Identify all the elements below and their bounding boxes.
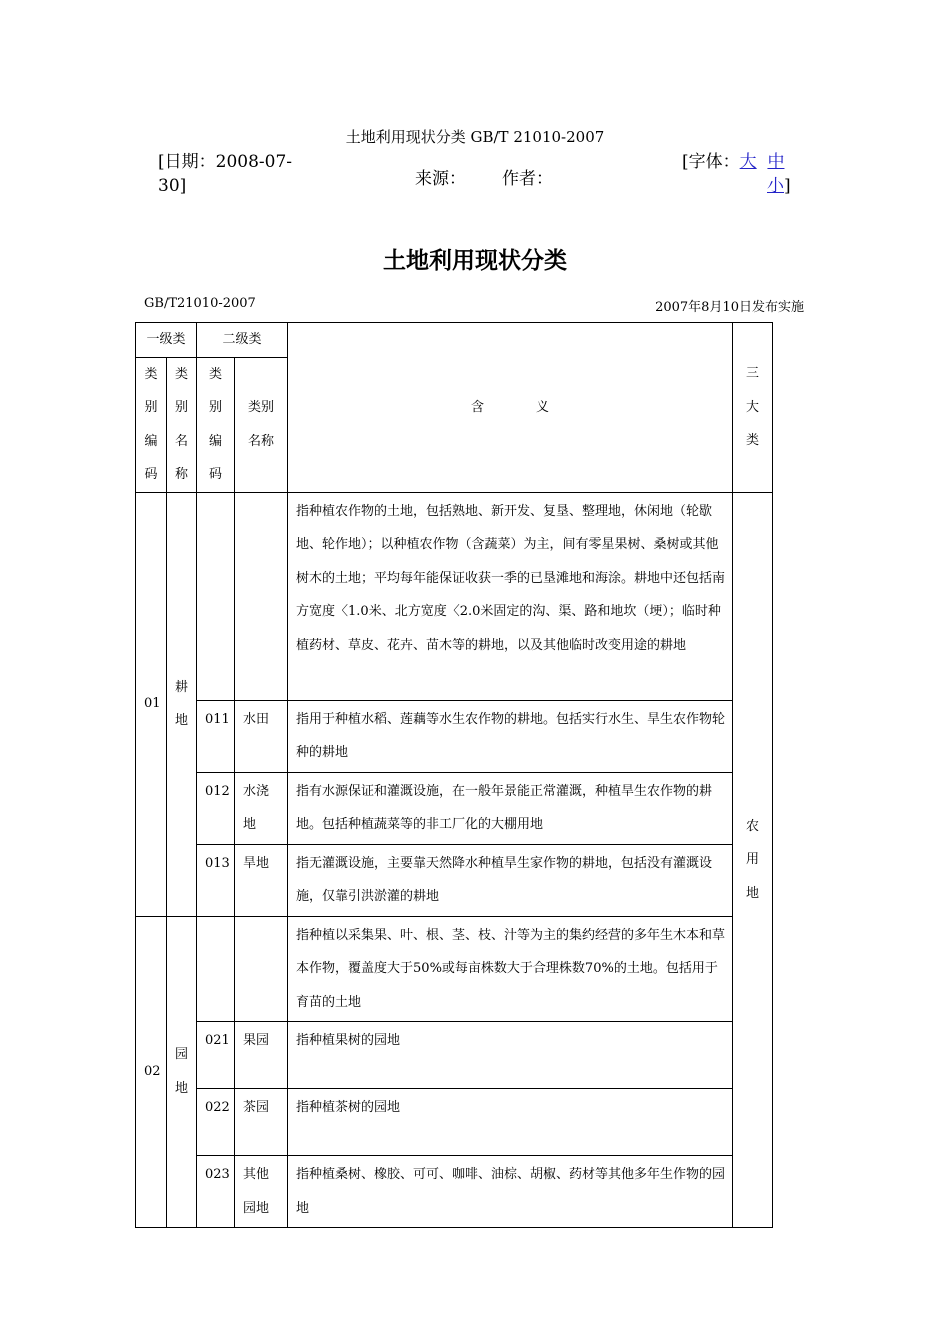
sub-name-empty bbox=[235, 916, 288, 1022]
group-description: 指种植以采集果、叶、根、茎、枝、汁等为主的集约经营的多年生木本和草本作物，覆盖度大于50%或每亩株数大于合理株数70%的土地。包括用于育苗的土地 bbox=[288, 916, 733, 1022]
group-code: 01 bbox=[136, 492, 167, 916]
date-line-1: [日期：2008-07- bbox=[158, 152, 293, 172]
header-major: 三大类 bbox=[733, 323, 773, 493]
source-label: 来源： bbox=[415, 169, 466, 189]
header-l2-name: 类别名称 bbox=[235, 357, 288, 492]
sub-name: 水田 bbox=[235, 700, 288, 772]
sub-description: 指有水源保证和灌溉设施，在一般年景能正常灌溉，种植旱生农作物的耕地。包括种植蔬菜等的非工厂化的大棚用地 bbox=[288, 772, 733, 844]
sub-description: 指用于种植水稻、莲藕等水生农作物的耕地。包括实行水生、旱生农作物轮种的耕地 bbox=[288, 700, 733, 772]
header-level2: 二级类 bbox=[197, 323, 288, 358]
sub-name-empty bbox=[235, 492, 288, 700]
sub-description: 指种植果树的园地 bbox=[288, 1022, 733, 1089]
header-level1: 一级类 bbox=[136, 323, 197, 358]
sub-name: 果园 bbox=[235, 1022, 288, 1089]
font-small-link[interactable]: 小 bbox=[767, 176, 784, 196]
date-meta bbox=[158, 150, 318, 198]
sub-description: 指无灌溉设施，主要靠天然降水种植旱生家作物的耕地，包括没有灌溉设施，仅靠引洪淤灌的耕地 bbox=[288, 844, 733, 916]
document-heading: 土地利用现状分类 bbox=[383, 248, 567, 274]
date-line-2: 30] bbox=[158, 176, 187, 196]
sub-code: 021 bbox=[197, 1022, 235, 1089]
sub-name: 其他园地 bbox=[235, 1156, 288, 1228]
font-label: [字体： bbox=[682, 152, 740, 172]
sub-description: 指种植桑树、橡胶、可可、咖啡、油棕、胡椒、药材等其他多年生作物的园地 bbox=[288, 1156, 733, 1228]
page-title: 土地利用现状分类 GB/T 21010-2007 bbox=[345, 128, 605, 146]
font-bracket: ] bbox=[784, 176, 791, 196]
sub-code: 013 bbox=[197, 844, 235, 916]
sub-code-empty bbox=[197, 916, 235, 1022]
group-name: 园地 bbox=[167, 916, 197, 1228]
sub-description: 指种植茶树的园地 bbox=[288, 1089, 733, 1156]
font-size-switcher bbox=[682, 150, 812, 198]
sub-code: 023 bbox=[197, 1156, 235, 1228]
font-medium-link[interactable]: 中 bbox=[767, 152, 785, 172]
header-l1-code: 类别编码 bbox=[136, 357, 167, 492]
sub-name: 茶园 bbox=[235, 1089, 288, 1156]
publish-date: 2007年8月10日发布实施 bbox=[655, 300, 804, 315]
standard-number: GB/T21010-2007 bbox=[144, 296, 256, 311]
group-name: 耕地 bbox=[167, 492, 197, 916]
major-class: 农用地 bbox=[733, 492, 773, 1228]
sub-code: 011 bbox=[197, 700, 235, 772]
sub-name: 旱地 bbox=[235, 844, 288, 916]
sub-code: 012 bbox=[197, 772, 235, 844]
sub-code: 022 bbox=[197, 1089, 235, 1156]
sub-code-empty bbox=[197, 492, 235, 700]
header-meaning: 含 义 bbox=[288, 323, 733, 493]
author-label: 作者： bbox=[502, 169, 553, 189]
land-classification-table bbox=[135, 322, 773, 1228]
group-code: 02 bbox=[136, 916, 167, 1228]
font-large-link[interactable]: 大 bbox=[739, 152, 757, 172]
sub-name: 水浇地 bbox=[235, 772, 288, 844]
header-l2-code: 类别编码 bbox=[197, 357, 235, 492]
header-l1-name: 类别名称 bbox=[167, 357, 197, 492]
group-description: 指种植农作物的土地，包括熟地、新开发、复垦、整理地，休闲地（轮歇地、轮作地）；以种植农作物（含蔬菜）为主，间有零星果树、桑树或其他树木的土地；平均每年能保证收获一季的已垦滩地和海涂。耕地中还包括南方宽度〈1.0米、北方宽度〈2.0米固定的沟、渠、路和地坎（埂）；临时种植药材、草皮、花卉、苗木等的耕地，以及其他临时改变用途的耕地 bbox=[288, 492, 733, 700]
